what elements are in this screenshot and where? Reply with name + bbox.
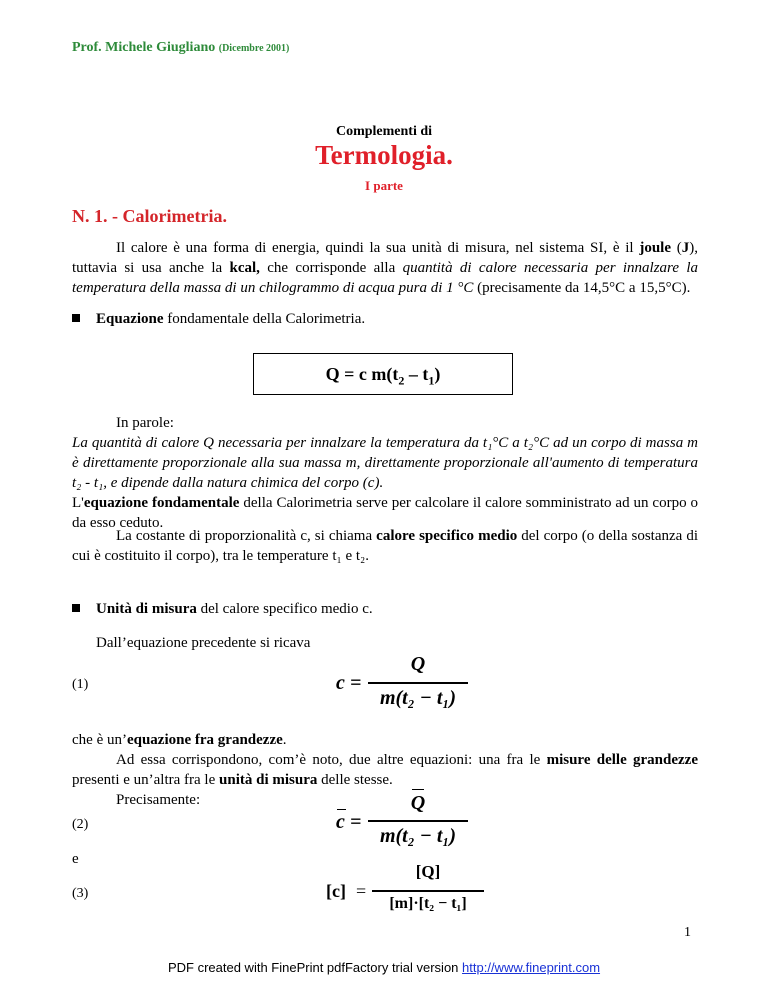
page-number: 1	[684, 925, 691, 940]
fraction-bar	[372, 890, 484, 892]
equation-1	[336, 653, 476, 713]
equation-number-1: (1)	[72, 677, 89, 692]
footer-text: PDF created with FinePrint pdfFactory trial version	[167, 960, 463, 975]
fundamental-formula: Q = c $m(t_2 - t_1)$	[253, 353, 513, 395]
eq3-numerator: [Q]	[415, 862, 441, 881]
bullet-square-icon	[72, 314, 80, 322]
fraction-bar	[368, 820, 468, 822]
fraction-bar	[368, 682, 468, 684]
equals-sign: =	[356, 881, 367, 901]
document-title: Termologia.	[315, 140, 453, 170]
eq2-lhs: c	[336, 811, 345, 833]
eq1-lhs: c	[336, 672, 345, 694]
overbar	[412, 789, 424, 790]
equals-sign: =	[350, 811, 362, 833]
footer-link[interactable]: http://www.fineprint.com	[462, 960, 601, 975]
connector-e: e	[72, 851, 79, 867]
equals-sign: =	[350, 672, 362, 694]
document-header	[72, 40, 289, 56]
eq1-denominator: m(t₂ − t₁)	[379, 687, 457, 709]
eq2-numerator: Q	[410, 792, 426, 814]
eq2-denominator: m(t₂ − t₁)	[379, 825, 457, 847]
equation-number-2: (2)	[72, 817, 89, 832]
title-prefix: Complementi di	[335, 124, 433, 139]
equation-number-3: (3)	[72, 886, 89, 901]
section-heading: N. 1. - Calorimetria.	[72, 206, 227, 226]
eq3-lhs: [c]	[326, 881, 346, 901]
eq3-denominator: [m]·[t₂ − t₁]	[389, 895, 467, 912]
paragraph-equations: che è un’equazione fra grandezze. Ad essa corrispondono, com’è noto, due altre equazioni: una fra le misure delle grandezze presenti e un’altra fra le unità di misura delle stesse. Precisamente:	[72, 732, 699, 808]
overbar	[337, 809, 346, 810]
paragraph-intro: Il calore è una forma di energia, quindi la sua unità di misura, nel sistema SI, è il joule (J), tuttavia si usa anche la kcal, che corrisponde alla quantità di calore necessaria per innalzare la temperatura della massa di un chilogrammo di acqua pura di 1 °C (precisamente da 14,5°C a 15,5°C).	[72, 240, 699, 296]
pdf-footer	[0, 960, 768, 975]
author-name: Prof. Michele Giugliano	[72, 40, 216, 55]
eq1-numerator: Q	[410, 653, 426, 675]
bullet-unita: Unità di misura del calore specifico medio c.	[96, 601, 373, 617]
paragraph-specific-heat: La costante di proporzionalità c, si chiama calore specifico medio del corpo (o della sostanza di cui è costituito il corpo), tra le temperature t₁ e t₂.	[72, 528, 699, 564]
paragraph-derive: Dall’equazione precedente si ricava	[96, 635, 311, 651]
paragraph-words: In parole: La quantità di calore Q necessaria per innalzare la temperatura da t₁°C a t₂°C ad un corpo di massa m è direttamente proporzionale alla sua massa m, direttamente proporzionale all'aumento di temperatura t₂ - t₁, e dipende dalla natura chimica del corpo (c). L'equazione fondamentale della Calorimetria serve per calcolare il calore somministrato ad un corpo o da esso ceduto.	[72, 415, 698, 531]
header-date: (Dicembre 2001)	[218, 43, 290, 54]
bullet-square-icon	[72, 604, 80, 612]
part-label: I parte	[365, 178, 403, 193]
equation-2	[336, 789, 476, 849]
bullet-equazione: Equazione fondamentale della Calorimetria.	[96, 311, 366, 327]
equation-3	[326, 862, 486, 922]
